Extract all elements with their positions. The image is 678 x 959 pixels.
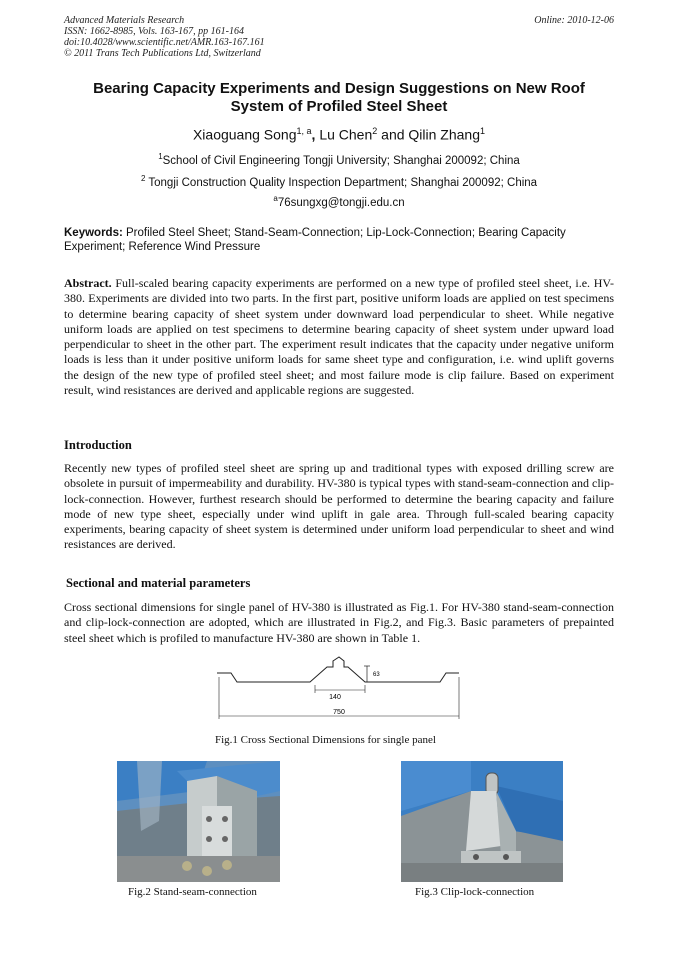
journal-name: Advanced Materials Research: [64, 15, 185, 26]
author-name: Lu Chen: [319, 126, 373, 143]
author-separator: ,: [311, 126, 320, 143]
dimension-140: 140: [329, 694, 341, 701]
affiliation-text: Tongji Construction Quality Inspection Department; Shanghai 200092; China: [145, 176, 538, 189]
affiliation-sup: a: [273, 194, 278, 203]
title-line-2: System of Profiled Steel Sheet: [230, 98, 448, 115]
author-email: [64, 192, 614, 210]
cross-section-figure: [215, 655, 460, 723]
section-heading: Sectional and material parameters: [66, 576, 251, 590]
sheet-profile: [217, 657, 459, 682]
issn-line: ISSN: 1662-8985, Vols. 163-167, pp 161-164: [64, 26, 244, 37]
affiliation-2: [64, 172, 614, 190]
fig2-caption: Fig.2 Stand-seam-connection: [128, 886, 257, 898]
affiliation-1: [64, 150, 614, 168]
title-line-1: Bearing Capacity Experiments and Design Suggestions on New Roof: [93, 80, 585, 97]
section-text: Cross sectional dimensions for single panel of HV-380 is illustrated as Fig.1. For HV-380 stand-seam-connection and clip-lock-connection are adopted, which are illustrated in Fig.2, and Fig.3. Basic parameters of prepainted steel sheet which is profiled to manufacture HV-380 are shown in Table 1.: [64, 600, 614, 645]
stand-seam-photo: [117, 761, 280, 882]
affiliation-sup: 2: [140, 174, 146, 183]
dimension-750: 750: [333, 709, 345, 716]
dimension-height: 63: [373, 672, 380, 678]
fig3-caption: Fig.3 Clip-lock-connection: [415, 886, 535, 898]
affiliation-text: School of Civil Engineering Tongji University; Shanghai 200092; China: [162, 154, 520, 167]
intro-text: Recently new types of profiled steel sheet are spring up and traditional types with exposed drilling screw are obsolete in pursuit of impermeability and durability. HV-380 is typical types with stand-seam-connection and clip-lock-connection. However, furthest research should be performed to determine the bearing capacity and failure mode of new type sheet, especially under wind uplift in gale area. Through full-scaled bearing capacity experiments, bearing capacity of sheet system is determined under uniform load perpendicular to sheet and wind resistances are derived.: [64, 461, 614, 552]
affiliation-sup: 1: [158, 152, 163, 161]
paper-title: [64, 80, 614, 116]
author-sup: 1, a: [296, 126, 312, 136]
abstract: [64, 276, 614, 398]
abstract-text: Full-scaled bearing capacity experiments are performed on a new type of profiled steel sheet, i.e. HV-380. Experiments are divided into two parts. In the first part, positive uniform loads are applied on test specimens to determine bearing capacity of sheet system under downward load perpendicular to sheet. While negative uniform loads are applied on test specimens to determine bearing capacity of sheet system under upward load perpendicular to sheet in the other part. The experiment result indicates that the capacity under negative uniform loads is less than it under positive uniform loads for same sheet type and configuration, i.e. wind uplift governs the design of the new type of profiled steel sheet; and most failure mode is clip failure. Based on experiment result, wind resistances are derived and applicable regions are suggested.: [64, 276, 614, 398]
journal-header: [64, 15, 265, 59]
fig1-caption: Fig.1 Cross Sectional Dimensions for single panel: [215, 734, 436, 746]
email-text: 76sungxg@tongji.edu.cn: [277, 196, 405, 209]
doi-line: doi:10.4028/www.scientific.net/AMR.163-167.161: [64, 37, 265, 48]
copyright-line: © 2011 Trans Tech Publications Ltd, Switzerland: [64, 48, 261, 59]
author-sup: 2: [372, 126, 378, 136]
author-separator: and: [377, 126, 409, 143]
intro-heading: Introduction: [64, 438, 132, 452]
clip-lock-photo: [401, 761, 563, 882]
keywords-label: Keywords:: [64, 227, 123, 239]
author-sup: 1: [480, 126, 486, 136]
keywords-text: Profiled Steel Sheet; Stand-Seam-Connection; Lip-Lock-Connection; Bearing Capacity Experiment; Reference Wind Pressure: [64, 227, 566, 253]
online-date: Online: 2010-12-06: [534, 15, 614, 26]
author-name: Xiaoguang Song: [192, 126, 297, 143]
author-name: Qilin Zhang: [408, 126, 480, 143]
keywords: [64, 226, 614, 254]
author-list: [64, 122, 614, 144]
abstract-label: Abstract.: [64, 276, 112, 290]
